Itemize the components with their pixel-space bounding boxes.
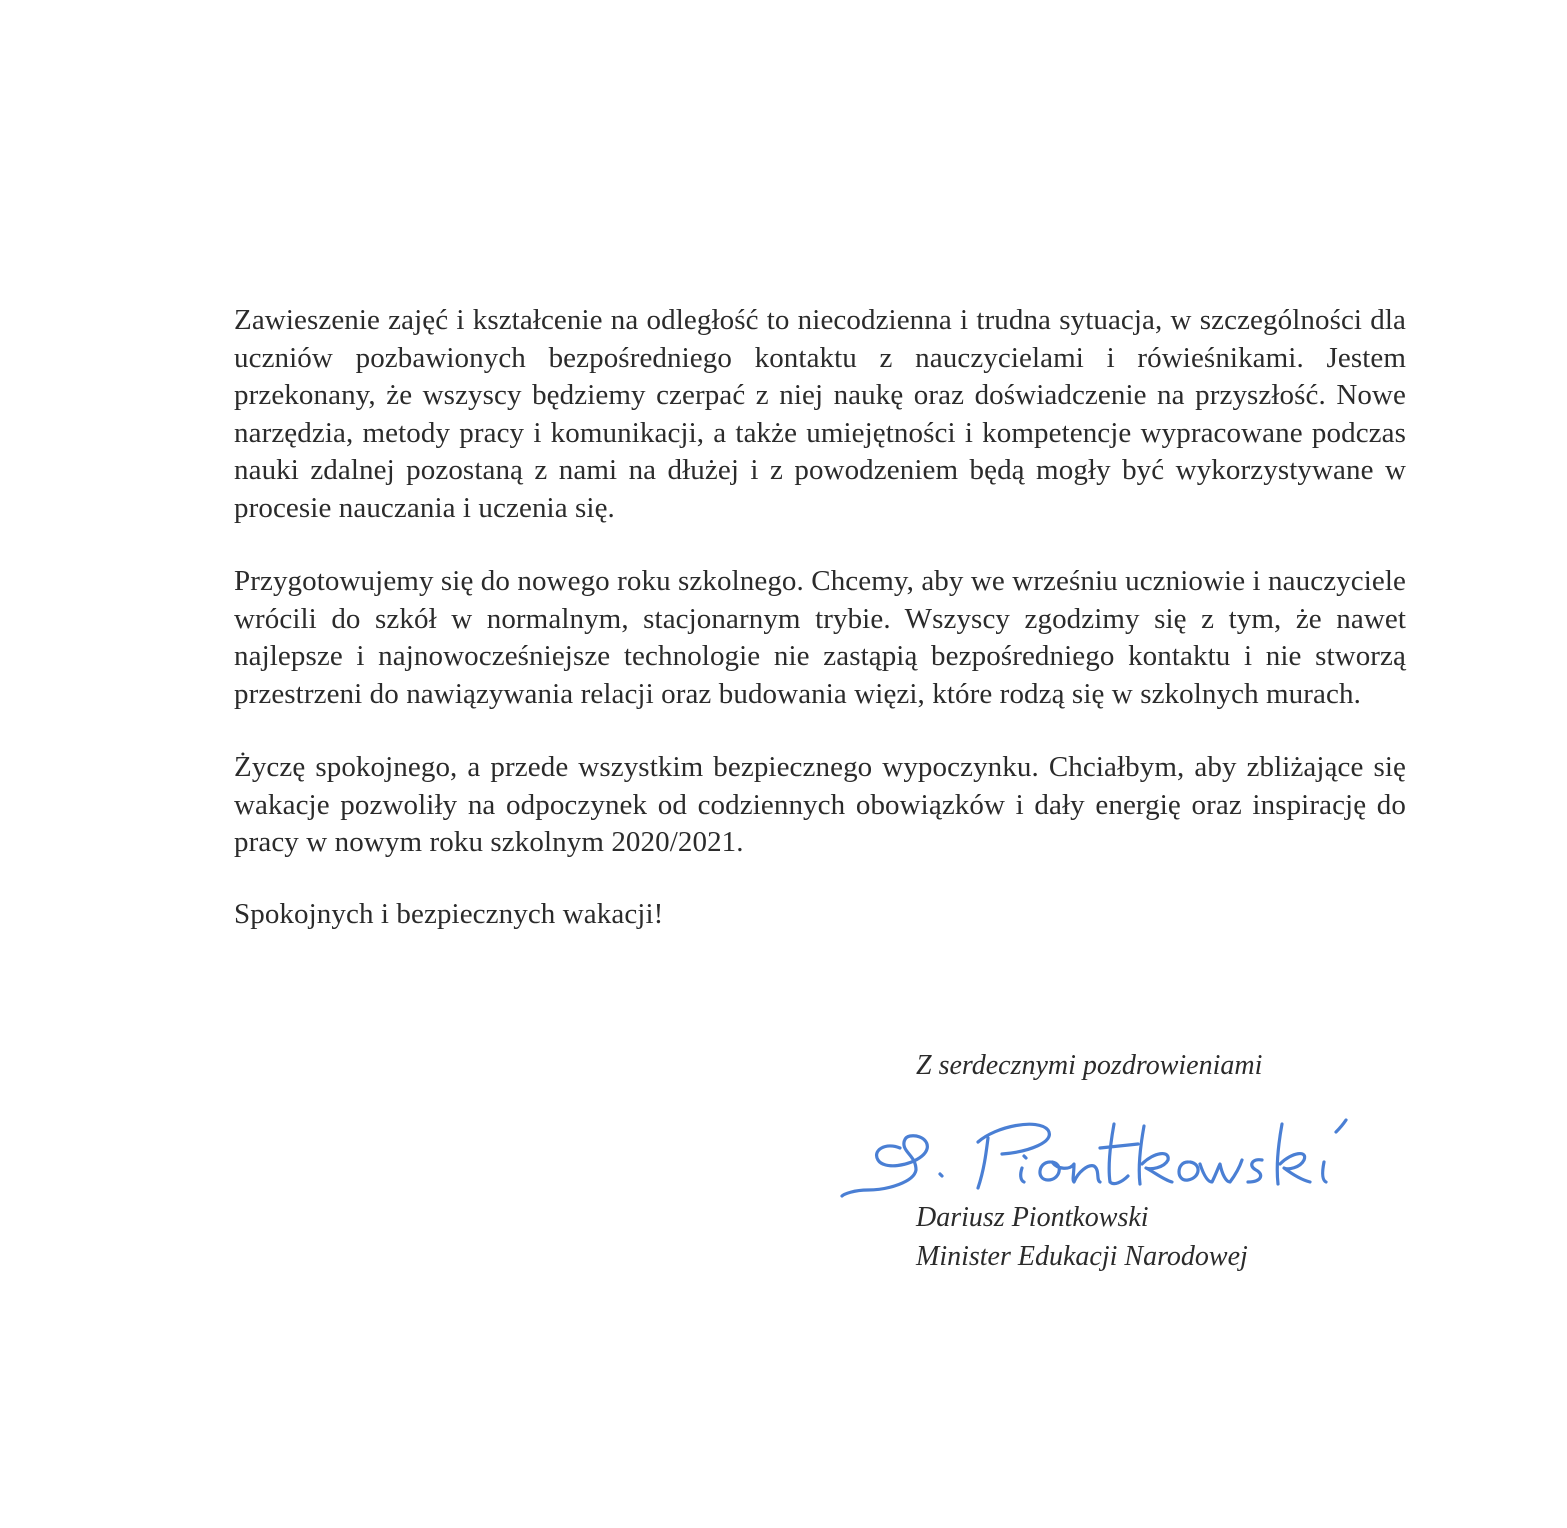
handwritten-signature: [838, 1090, 1358, 1205]
signer-name: Dariusz Piontkowski: [916, 1202, 1149, 1233]
paragraph-holiday-wishes: Życzę spokojnego, a przede wszystkim bezpiecznego wypoczynku. Chciałbym, aby zbliżające się wakacje pozwoliły na odpoczynek od codziennych obowiązków i dały energię oraz inspirację do pracy w nowym roku szkolnym 2020/2021.: [234, 751, 1406, 858]
paragraph-new-school-year: Przygotowujemy się do nowego roku szkolnego. Chcemy, aby we wrześniu uczniowie i nauczyciele wrócili do szkół w normalnym, stacjonarnym trybie. Wszyscy zgodzimy się z tym, że nawet najlepsze i najnowocześniejsze technologie nie zastąpią bezpośredniego kontaktu i nie stworzą przestrzeni do nawiązywania relacji oraz budowania więzi, które rodzą się w szkolnych murach.: [234, 565, 1406, 710]
signer-title: Minister Edukacji Narodowej: [916, 1241, 1248, 1272]
paragraph-remote-learning: Zawieszenie zajęć i kształcenie na odległość to niecodzienna i trudna sytuacja, w szczególności dla uczniów pozbawionych bezpośredniego kontaktu z nauczycielami i rówieśnikami. Jestem przekonany, że wszyscy będziemy czerpać z niej naukę oraz doświadczenie na przyszłość. Nowe narzędzia, metody pracy i komunikacji, a także umiejętności i kompetencje wypracowane podczas nauki zdalnej pozostaną z nami na dłużej i z powodzeniem będą mogły być wykorzystywane w procesie nauczania i uczenia się.: [234, 304, 1406, 524]
regards-line: Z serdecznymi pozdrowieniami: [916, 1050, 1263, 1081]
closing-line: Spokojnych i bezpiecznych wakacji!: [234, 897, 664, 930]
letter-body: [234, 302, 1406, 933]
